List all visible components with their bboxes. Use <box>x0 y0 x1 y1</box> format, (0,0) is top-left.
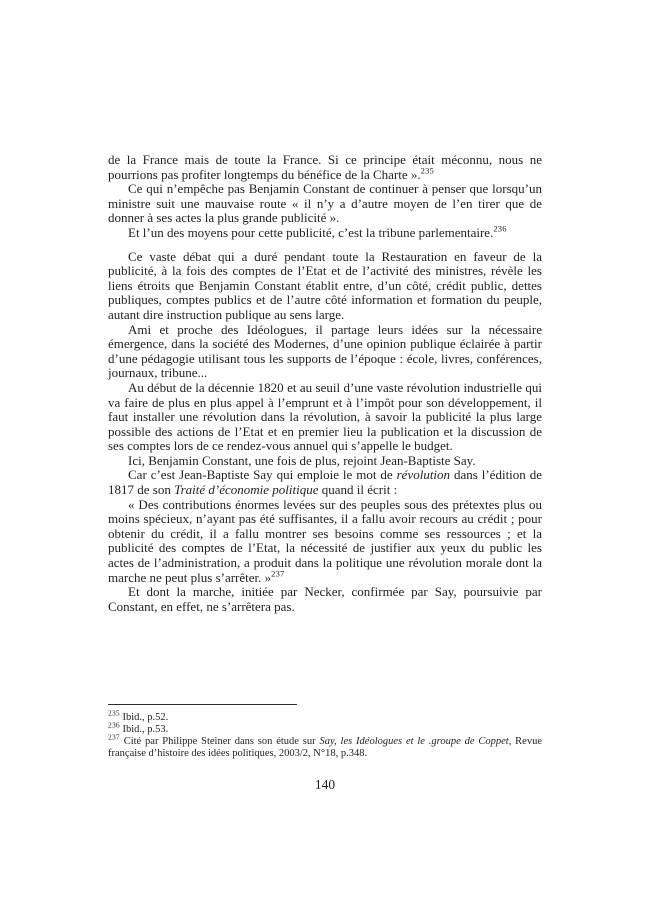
footnote-235 <box>108 708 542 724</box>
footnote-237-number: 237 <box>108 732 120 742</box>
body-text <box>108 153 542 614</box>
footnotes-section <box>108 704 542 760</box>
footnote-235-text: Ibid., p.52. <box>119 712 169 723</box>
footnote-236-number: 236 <box>108 720 120 730</box>
footnote-separator <box>108 704 297 705</box>
paragraph-5-text: Ami et proche des Idéologues, il partage leurs idées sur la nécessaire émergence, dans la société des Modernes, d’une opinion publique éclairée à partir d’une pédagogie utilisant tous les supports de l’époque : école, livres, conférences, journaux, tribune... <box>108 321 542 381</box>
paragraph-7 <box>108 454 542 469</box>
paragraph-9-text: « Des contributions énormes levées sur des peuples sous des prétextes plus ou moins spécieux, n’ayant pas été suffisantes, il a fallu avoir recours au crédit ; pour obtenir du crédit, il a fallu montrer ses besoins comme ses ressources ; et la publicité des comptes de l’Etat, la nécessité de justifier aux yeux du public les actes de l’administration, a produit dans la politique une révolution morale dont la marche ne peut plus s’arrêter. » <box>108 496 542 585</box>
footnote-237 <box>108 732 542 760</box>
footnote-237-text: Cité par Philippe Steiner dans son étude sur <box>119 736 320 747</box>
footnote-ref-236: 236 <box>493 223 507 234</box>
paragraph-8 <box>108 468 542 497</box>
paragraph-6-text: Au début de la décennie 1820 et au seuil d’une vaste révolution industrielle qui va faire de plus en plus appel à l’emprunt et à l’impôt pour son développement, il faut installer une révolution dans la révolution, à savoir la publicité la plus large possible des actions de l’Etat et en premier lieu la publication et la discussion de ses comptes lors de ce rendez-vous annuel qui s’appelle le budget. <box>108 379 542 454</box>
paragraph-6 <box>108 381 542 454</box>
paragraph-4 <box>108 250 542 323</box>
paragraph-2 <box>108 182 542 226</box>
footnote-237-italic-title: Say, les Idéologues et le .groupe de Coppet, <box>319 736 512 747</box>
paragraph-8-text-3: quand il écrit : <box>318 482 398 498</box>
paragraph-9 <box>108 498 542 586</box>
paragraph-10-text: Et dont la marche, initiée par Necker, confirmée par Say, poursuivie par Constant, en effet, ne s’arrêtera pas. <box>108 584 542 614</box>
paragraph-5 <box>108 323 542 381</box>
footnote-236-text: Ibid., p.53. <box>119 724 169 735</box>
paragraph-8-italic-revolution: révolution <box>396 467 451 483</box>
footnote-236 <box>108 720 542 736</box>
paragraph-4-text: Ce vaste débat qui a duré pendant toute la Restauration en faveur de la publicité, à la fois des comptes de l’Etat et de l’activité des ministres, révèle les liens étroits que Benjamin Constant établit entre, d’un côté, crédit public, dettes publiques, comptes publics et de l’autre côté information et formation du peuple, autant dire instruction publique au sens large. <box>108 248 542 322</box>
page-number: 140 <box>314 777 336 792</box>
paragraph-3 <box>108 223 542 241</box>
footnote-ref-235: 235 <box>420 165 434 176</box>
paragraph-3-text: Et l’un des moyens pour cette publicité, c’est la tribune parlementaire. <box>128 224 494 240</box>
paragraph-1-text: de la France mais de toute la France. Si ce principe était méconnu, nous ne pourrions pas profiter longtemps du bénéfice de la Charte ». <box>108 152 542 182</box>
paragraph-1 <box>108 153 542 182</box>
footnote-ref-237: 237 <box>271 568 285 579</box>
paragraph-8-text: Car c’est Jean-Baptiste Say qui emploie le mot de <box>128 467 397 483</box>
paragraph-8-italic-traite: Traité d’économie politique <box>174 482 319 498</box>
paragraph-8-text-2: dans l’édition de 1817 de son <box>108 467 542 498</box>
paragraph-7-text: Ici, Benjamin Constant, une fois de plus, rejoint Jean-Baptiste Say. <box>128 452 476 468</box>
footnote-237-text-2: Revue française d’histoire des idées politiques, 2003/2, N°18, p.348. <box>108 736 542 759</box>
paragraph-10 <box>108 585 542 614</box>
paragraph-2-text: Ce qui n’empêche pas Benjamin Constant de continuer à penser que lorsqu’un ministre suit une mauvaise route « il n’y a d’autre moyen de l’en tirer que de donner à ses actes la plus grande publicité ». <box>108 181 542 226</box>
footnote-235-number: 235 <box>108 708 120 718</box>
